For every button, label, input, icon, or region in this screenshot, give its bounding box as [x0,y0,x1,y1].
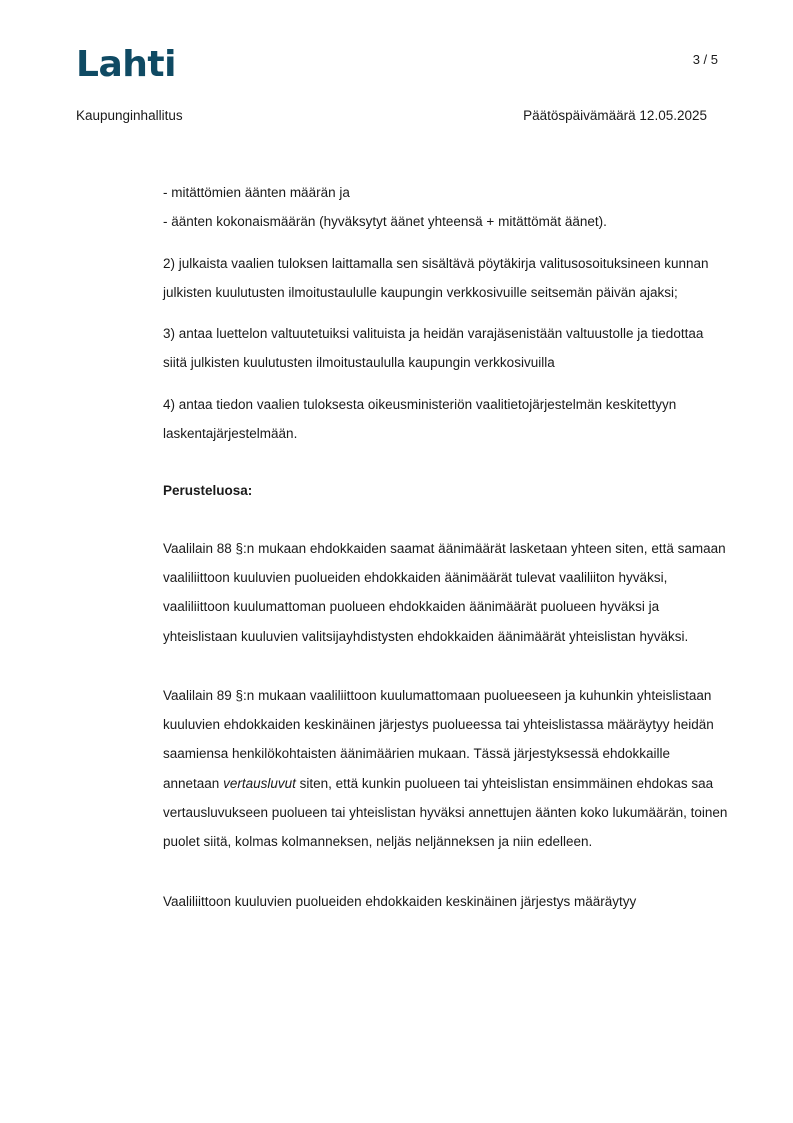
emphasized-term: vertausluvut [223,775,296,791]
section-heading: Perusteluosa: [163,483,253,499]
paragraph-item-2: 2) julkaista vaalien tuloksen laittamalla sen sisältävä pöytäkirja valitusosoituksineen kunnan julkisten kuulutusten ilmoitustaululle kaupungin verkkosivuille seitsemän päivän ajaksi; [163,255,709,300]
paragraph-text: Vaalilain 89 §:n mukaan vaaliliittoon kuulumattomaan puolueeseen ja kuhunkin yhteislistaan kuuluvien ehdokkaiden keskinäinen järjestys puolueessa tai yhteislistassa määräytyy heidän saamiensa henkilökohtaisten äänimäärien mukaan. Tässä järjestyksessä ehdokkaille annetaan [163,687,714,791]
paragraph-section-89 [163,681,728,857]
paragraph-section-88: Vaalilain 88 §:n mukaan ehdokkaiden saamat äänimäärät lasketaan yhteen siten, että samaan vaaliliittoon kuuluvien puolueiden ehdokkaiden äänimäärät tulevat vaaliliiton hyväksi, vaaliliittoon kuulumattoman puolueen ehdokkaiden äänimäärät puolueen hyväksi ja yhteislistaan kuuluvien valitsijayhdistysten ehdokkaiden äänimäärät yhteislistan hyväksi. [163,540,726,644]
decision-date: Päätöspäivämäärä 12.05.2025 [523,108,707,123]
lahti-logo: Lahti [76,44,176,85]
document-body [163,178,728,916]
list-item: - mitättömien äänten määrän ja [163,185,350,200]
list-item: - äänten kokonaismäärän (hyväksytyt äänet yhteensä + mitättömät äänet). [163,214,607,230]
organization-name: Kaupunginhallitus [76,108,183,123]
paragraph-item-4: 4) antaa tiedon vaalien tuloksesta oikeusministeriön vaalitietojärjestelmän keskitettyyn laskentajärjestelmään. [163,396,677,442]
paragraph-text: siten, että kunkin puolueen tai yhteislistan ensimmäinen ehdokas saa vertausluvukseen puolueen tai yhteislistan hyväksi annettujen äänten koko lukumäärän, toinen puolet siitä, kolmas kolmanneksen, neljäs neljänneksen ja niin edelleen. [163,775,728,850]
page-number: 3 / 5 [692,52,718,67]
paragraph-item-3: 3) antaa luettelon valtuutetuiksi valituista ja heidän varajäsenistään valtuustolle ja tiedottaa siitä julkisten kuulutusten ilmoitustaululla kaupungin verkkosivuilla [163,326,704,371]
paragraph-last: Vaaliliittoon kuuluvien puolueiden ehdokkaiden keskinäinen järjestys määräytyy [163,893,637,909]
